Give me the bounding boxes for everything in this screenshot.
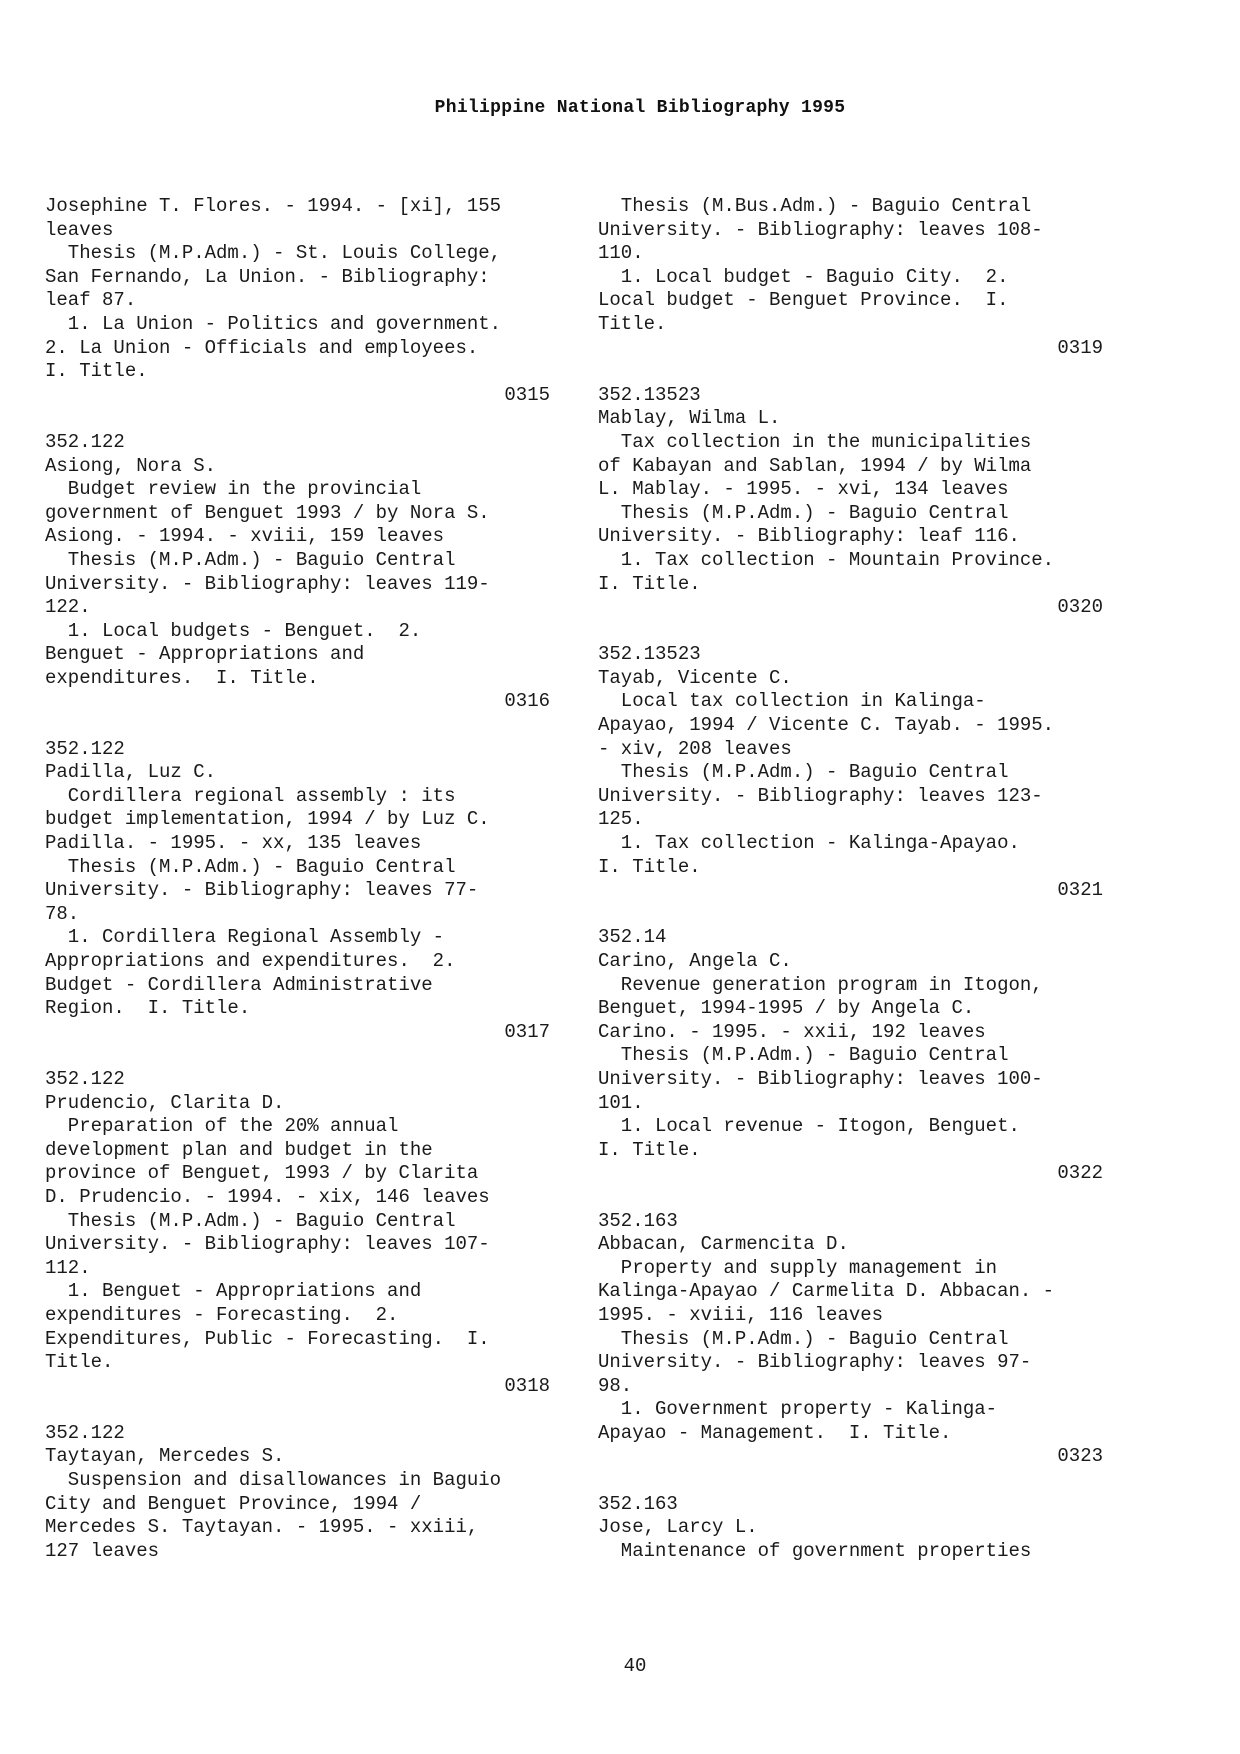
bibliography-entry [45,1068,550,1398]
entry-line: Carino. - 1995. - xxii, 192 leaves [598,1020,986,1043]
entry-line: San Fernando, La Union. - Bibliography: [45,265,490,288]
entry-line: 1. La Union - Politics and government. [45,312,502,335]
entry-line: Kalinga-Apayao / Carmelita D. Abbacan. - [598,1280,1055,1303]
entry-line: - xiv, 208 leaves [598,737,792,760]
entry-line: Abbacan, Carmencita D. [598,1233,849,1256]
right-column [598,195,1103,1563]
left-column [45,195,550,1563]
entry-line: Padilla, Luz C. [45,761,217,784]
entry-line: 1. Local budgets - Benguet. 2. [45,619,422,642]
entry-line: 1. Local budget - Baguio City. 2. [598,265,1009,288]
entry-line: Jose, Larcy L. [598,1516,758,1539]
bibliography-entry [598,1210,1103,1470]
entry-line: Thesis (M.P.Adm.) - Baguio Central [598,501,1009,524]
entry-line: Apayao - Management. I. Title. [598,1421,952,1444]
entry-line: Title. [598,312,667,335]
bibliography-entry [45,738,550,1045]
entry-line: Apayao, 1994 / Vicente C. Tayab. - 1995. [598,714,1055,737]
entry-line: Maintenance of government properties [598,1539,1032,1562]
entry-line: 78. [45,902,80,925]
entry-spacer [598,903,1103,927]
entry-line: University. - Bibliography: leaves 100- [598,1067,1043,1090]
entry-line: of Kabayan and Sablan, 1994 / by Wilma [598,454,1032,477]
page-number: 40 [623,1655,647,1677]
entry-line: budget implementation, 1994 / by Luz C. [45,808,490,831]
entry-line: government of Benguet 1993 / by Nora S. [45,501,490,524]
entry-line: 112. [45,1256,91,1279]
entry-line: 352.163 [598,1209,678,1232]
entry-line: Thesis (M.P.Adm.) - St. Louis College, [45,242,502,265]
entry-number: 0315 [504,383,550,406]
entry-line: Thesis (M.P.Adm.) - Baguio Central [598,761,1009,784]
entry-line: 110. [598,242,644,265]
entry-spacer [45,1044,550,1068]
entry-line: leaves [45,218,114,241]
entry-line: 352.122 [45,737,125,760]
entry-line: Josephine T. Flores. - 1994. - [xi], 155 [45,195,502,217]
entry-line: Thesis (M.P.Adm.) - Baguio Central [45,548,456,571]
entry-line: 1. Tax collection - Mountain Province. [598,548,1055,571]
entry-line: Property and supply management in [598,1256,998,1279]
entry-spacer [45,714,550,738]
entry-line: 101. [598,1091,644,1114]
entry-line: 352.13523 [598,643,701,666]
bibliography-entry [598,643,1103,903]
entry-spacer [598,1469,1103,1493]
entry-line: Tayab, Vicente C. [598,666,792,689]
entry-line: Asiong. - 1994. - xviii, 159 leaves [45,525,445,548]
entry-line: 122. [45,596,91,619]
entry-line: development plan and budget in the [45,1138,433,1161]
entry-line: 352.122 [45,430,125,453]
entry-line: Benguet, 1994-1995 / by Angela C. [598,997,975,1020]
entry-line: Revenue generation program in Itogon, [598,973,1043,996]
entry-line: Suspension and disallowances in Baguio [45,1469,502,1492]
entry-line: 127 leaves [45,1539,160,1562]
entry-line: Region. I. Title. [45,997,251,1020]
entry-line: Taytayan, Mercedes S. [45,1445,285,1468]
entry-line: Title. [45,1351,114,1374]
entry-line: leaf 87. [45,289,137,312]
entry-line: Thesis (M.P.Adm.) - Baguio Central [45,855,456,878]
entry-line: I. Title. [598,855,701,878]
entry-line: Asiong, Nora S. [45,454,217,477]
bibliography-entry [598,1493,1103,1564]
entry-spacer [598,1186,1103,1210]
entry-number: 0319 [1057,336,1103,359]
entry-line: Preparation of the 20% annual [45,1115,399,1138]
entry-line: Budget review in the provincial [45,478,422,501]
bibliography-entry [45,195,550,407]
entry-number: 0322 [1057,1162,1103,1185]
entry-line: University. - Bibliography: leaves 123- [598,784,1043,807]
entry-line: Thesis (M.Bus.Adm.) - Baguio Central [598,195,1032,217]
entry-line: Thesis (M.P.Adm.) - Baguio Central [598,1044,1009,1067]
entry-line: Thesis (M.P.Adm.) - Baguio Central [45,1209,456,1232]
entry-line: City and Benguet Province, 1994 / [45,1492,422,1515]
entry-line: 98. [598,1374,633,1397]
entry-line: expenditures. I. Title. [45,666,319,689]
entry-number: 0323 [1057,1445,1103,1468]
entry-number: 0321 [1057,879,1103,902]
entry-spacer [598,620,1103,644]
entry-line: Thesis (M.P.Adm.) - Baguio Central [598,1327,1009,1350]
entry-line: I. Title. [598,572,701,595]
bibliography-entry [598,384,1103,620]
entry-line: province of Benguet, 1993 / by Clarita [45,1162,479,1185]
bibliography-entry [45,1422,550,1564]
entry-line: Expenditures, Public - Forecasting. I. [45,1327,490,1350]
entry-line: University. - Bibliography: leaves 108- [598,218,1043,241]
entry-line: 1. Benguet - Appropriations and [45,1280,422,1303]
entry-line: 352.163 [598,1492,678,1515]
entry-line: Mercedes S. Taytayan. - 1995. - xxiii, [45,1516,479,1539]
entry-line: 1. Cordillera Regional Assembly - [45,926,445,949]
entry-line: University. - Bibliography: leaf 116. [598,525,1020,548]
entry-line: 125. [598,808,644,831]
entry-line: Local tax collection in Kalinga- [598,690,986,713]
entry-spacer [598,360,1103,384]
entry-line: 352.13523 [598,383,701,406]
entry-number: 0318 [504,1374,550,1397]
entry-number: 0317 [504,1020,550,1043]
bibliography-entry [598,926,1103,1186]
entry-line: University. - Bibliography: leaves 119- [45,572,490,595]
entry-line: Cordillera regional assembly : its [45,784,456,807]
entry-line: Padilla. - 1995. - xx, 135 leaves [45,832,422,855]
entry-line: I. Title. [598,1138,701,1161]
entry-line: expenditures - Forecasting. 2. [45,1303,399,1326]
entry-spacer [45,1398,550,1422]
bibliography-entry [45,431,550,714]
entry-number: 0320 [1057,596,1103,619]
entry-line: 1995. - xviii, 116 leaves [598,1303,884,1326]
entry-line: Tax collection in the municipalities [598,430,1032,453]
entry-line: Local budget - Benguet Province. I. [598,289,1009,312]
entry-line: 1. Government property - Kalinga- [598,1398,998,1421]
entry-line: Budget - Cordillera Administrative [45,973,433,996]
entry-line: University. - Bibliography: leaves 97- [598,1351,1032,1374]
entry-line: 352.122 [45,1421,125,1444]
entry-line: 1. Tax collection - Kalinga-Apayao. [598,832,1020,855]
entry-line: Appropriations and expenditures. 2. [45,950,456,972]
entry-line: I. Title. [45,360,148,383]
entry-spacer [45,407,550,431]
entry-line: 1. Local revenue - Itogon, Benguet. [598,1115,1020,1138]
page-title: Philippine National Bibliography 1995 [434,98,846,118]
entry-line: Mablay, Wilma L. [598,407,781,430]
entry-line: Benguet - Appropriations and [45,643,365,666]
entry-line: D. Prudencio. - 1994. - xix, 146 leaves [45,1185,490,1208]
entry-line: 352.14 [598,926,667,949]
entry-number: 0316 [504,690,550,713]
entry-line: 2. La Union - Officials and employees. [45,336,479,359]
entry-line: Prudencio, Clarita D. [45,1091,285,1114]
bibliography-entry [598,195,1103,360]
entry-line: Carino, Angela C. [598,950,792,972]
entry-line: L. Mablay. - 1995. - xvi, 134 leaves [598,478,1009,501]
entry-line: 352.122 [45,1067,125,1090]
entry-line: University. - Bibliography: leaves 77- [45,879,479,902]
entry-line: University. - Bibliography: leaves 107- [45,1233,490,1256]
